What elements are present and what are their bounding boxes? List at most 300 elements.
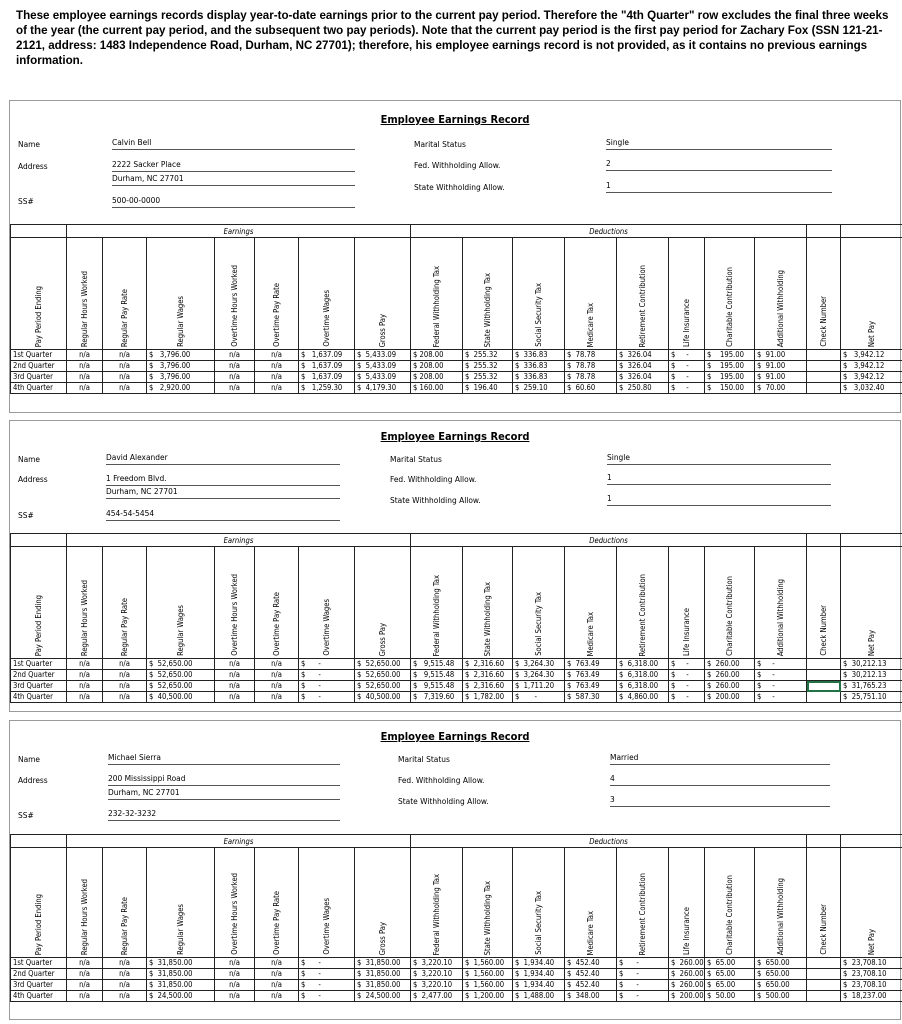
cell-gross-pay[interactable]: $ 40,500.00 bbox=[355, 692, 411, 703]
cell-regular-pay-rate[interactable]: n/a bbox=[103, 350, 147, 361]
col-header-regular-pay-rate bbox=[103, 238, 147, 350]
cell-overtime-wages[interactable]: $ 1,637.09 bbox=[299, 361, 355, 372]
col-header-label: Regular Hours Worked bbox=[80, 579, 89, 656]
cell-life-insurance[interactable]: $ 260.00 bbox=[669, 980, 705, 991]
intro-paragraph: These employee earnings records display year-to-date earnings prior to the current pay period. Therefore the "4th Quarter" row excludes the final three weeks of the year (the current pay period, and the subsequent two pay periods). Note that the current pay period is the first pay period for Zachary Fox (SSN 121-21-2121, address: 1483 Independence Road, Durham, NC 27701); therefore, his employee earnings record is not provided, as it contains no previous earnings information. bbox=[16, 9, 889, 67]
cell-net-pay[interactable]: $ 23,708.10 bbox=[841, 980, 902, 991]
cell-charitable-contribution[interactable]: $ 65.00 bbox=[705, 980, 755, 991]
cell-regular-hours-worked[interactable]: n/a bbox=[67, 361, 103, 372]
table-row bbox=[11, 361, 902, 372]
cell-life-insurance[interactable]: $ 200.00 bbox=[669, 991, 705, 1002]
cell-medicare-tax[interactable]: $ 587.30 bbox=[565, 692, 617, 703]
col-header-label: Overtime Pay Rate bbox=[272, 592, 281, 656]
cell-additional-withholding[interactable]: $ 91.00 bbox=[755, 350, 807, 361]
cell-check-number[interactable] bbox=[807, 991, 841, 1002]
cell-overtime-hours-worked[interactable]: n/a bbox=[215, 980, 255, 991]
col-header-state-withholding-tax bbox=[463, 848, 513, 958]
col-header-medicare-tax bbox=[565, 547, 617, 659]
cell-retirement-contribution[interactable]: $ - bbox=[617, 980, 669, 991]
cell-overtime-wages[interactable]: $ 1,259.30 bbox=[299, 383, 355, 394]
cell-federal-withholding-tax[interactable]: $ 9,515.48 bbox=[411, 659, 463, 670]
cell-overtime-wages[interactable]: $ - bbox=[299, 958, 355, 969]
cell-overtime-wages[interactable]: $ - bbox=[299, 991, 355, 1002]
state-withholding-value: 1 bbox=[607, 493, 831, 506]
header-spacer bbox=[841, 835, 902, 848]
cell-state-withholding-tax[interactable]: $ 1,200.00 bbox=[463, 991, 513, 1002]
cell-life-insurance[interactable]: $ - bbox=[669, 670, 705, 681]
cell-overtime-hours-worked[interactable]: n/a bbox=[215, 372, 255, 383]
cell-federal-withholding-tax[interactable]: $ 2,477.00 bbox=[411, 991, 463, 1002]
col-header-charitable-contribution bbox=[705, 547, 755, 659]
cell-medicare-tax[interactable]: $ 78.78 bbox=[565, 350, 617, 361]
cell-federal-withholding-tax[interactable]: $ 3,220.10 bbox=[411, 980, 463, 991]
cell-state-withholding-tax[interactable]: $ 255.32 bbox=[463, 350, 513, 361]
cell-overtime-hours-worked[interactable]: n/a bbox=[215, 991, 255, 1002]
cell-regular-pay-rate[interactable]: n/a bbox=[103, 670, 147, 681]
cell-retirement-contribution[interactable]: $ 6,318.00 bbox=[617, 681, 669, 692]
cell-regular-hours-worked[interactable]: n/a bbox=[67, 350, 103, 361]
cell-regular-wages[interactable]: $ 31,850.00 bbox=[147, 969, 215, 980]
cell-gross-pay[interactable]: $ 24,500.00 bbox=[355, 991, 411, 1002]
cell-social-security-tax[interactable]: $ 336.83 bbox=[513, 372, 565, 383]
cell-additional-withholding[interactable]: $ 650.00 bbox=[755, 958, 807, 969]
cell-overtime-pay-rate[interactable]: n/a bbox=[255, 670, 299, 681]
cell-state-withholding-tax[interactable]: $ 1,560.00 bbox=[463, 980, 513, 991]
cell-overtime-pay-rate[interactable]: n/a bbox=[255, 361, 299, 372]
cell-pay-period-ending[interactable]: 2nd Quarter bbox=[11, 670, 67, 681]
cell-net-pay[interactable]: $ 3,032.40 bbox=[841, 383, 902, 394]
cell-state-withholding-tax[interactable]: $ 1,560.00 bbox=[463, 958, 513, 969]
col-header-overtime-wages bbox=[299, 547, 355, 659]
cell-social-security-tax[interactable]: $ 1,488.00 bbox=[513, 991, 565, 1002]
cell-social-security-tax[interactable]: $ 1,711.20 bbox=[513, 681, 565, 692]
cell-regular-wages[interactable]: $ 3,796.00 bbox=[147, 350, 215, 361]
cell-regular-pay-rate[interactable]: n/a bbox=[103, 969, 147, 980]
col-header-label: Additional Withholding bbox=[776, 269, 786, 347]
cell-medicare-tax[interactable]: $ 78.78 bbox=[565, 372, 617, 383]
cell-check-number[interactable] bbox=[807, 372, 841, 383]
col-header-label: Regular Wages bbox=[176, 296, 185, 347]
cell-overtime-hours-worked[interactable]: n/a bbox=[215, 659, 255, 670]
cell-additional-withholding[interactable]: $ 70.00 bbox=[755, 383, 807, 394]
cell-federal-withholding-tax[interactable]: $ 160.00 bbox=[411, 383, 463, 394]
cell-pay-period-ending[interactable]: 3rd Quarter bbox=[11, 372, 67, 383]
cell-regular-wages[interactable]: $ 24,500.00 bbox=[147, 991, 215, 1002]
cell-overtime-pay-rate[interactable]: n/a bbox=[255, 659, 299, 670]
cell-gross-pay[interactable]: $ 5,433.09 bbox=[355, 361, 411, 372]
col-header-charitable-contribution bbox=[705, 238, 755, 350]
col-header-label: Federal Withholding Tax bbox=[432, 873, 441, 955]
cell-check-number[interactable] bbox=[807, 969, 841, 980]
cell-federal-withholding-tax[interactable]: $ 7,319.60 bbox=[411, 692, 463, 703]
cell-retirement-contribution[interactable]: $ 6,318.00 bbox=[617, 659, 669, 670]
cell-regular-hours-worked[interactable]: n/a bbox=[67, 659, 103, 670]
cell-gross-pay[interactable]: $ 52,650.00 bbox=[355, 659, 411, 670]
cell-additional-withholding[interactable]: $ 650.00 bbox=[755, 980, 807, 991]
header-spacer bbox=[807, 835, 841, 848]
cell-regular-pay-rate[interactable]: n/a bbox=[103, 372, 147, 383]
cell-regular-hours-worked[interactable]: n/a bbox=[67, 980, 103, 991]
cell-social-security-tax[interactable]: $ 336.83 bbox=[513, 361, 565, 372]
cell-life-insurance[interactable]: $ - bbox=[669, 383, 705, 394]
cell-net-pay[interactable]: $ 23,708.10 bbox=[841, 958, 902, 969]
cell-overtime-hours-worked[interactable]: n/a bbox=[215, 969, 255, 980]
cell-pay-period-ending[interactable]: 4th Quarter bbox=[11, 383, 67, 394]
cell-regular-wages[interactable]: $ 52,650.00 bbox=[147, 659, 215, 670]
cell-regular-wages[interactable]: $ 31,850.00 bbox=[147, 958, 215, 969]
cell-social-security-tax[interactable]: $ 3,264.30 bbox=[513, 659, 565, 670]
cell-overtime-wages[interactable]: $ - bbox=[299, 692, 355, 703]
cell-overtime-pay-rate[interactable]: n/a bbox=[255, 350, 299, 361]
cell-social-security-tax[interactable]: $ 1,934.40 bbox=[513, 969, 565, 980]
cell-social-security-tax[interactable]: $ 3,264.30 bbox=[513, 670, 565, 681]
cell-federal-withholding-tax[interactable]: $ 208.00 bbox=[411, 372, 463, 383]
cell-regular-hours-worked[interactable]: n/a bbox=[67, 681, 103, 692]
cell-state-withholding-tax[interactable]: $ 255.32 bbox=[463, 372, 513, 383]
cell-overtime-pay-rate[interactable]: n/a bbox=[255, 383, 299, 394]
cell-additional-withholding[interactable]: $ 500.00 bbox=[755, 991, 807, 1002]
employee-name: Calvin Bell bbox=[112, 137, 355, 150]
deductions-group-header: Deductions bbox=[411, 534, 807, 547]
col-header-additional-withholding bbox=[755, 238, 807, 350]
cell-retirement-contribution[interactable]: $ 4,860.00 bbox=[617, 692, 669, 703]
col-header-life-insurance bbox=[669, 547, 705, 659]
cell-gross-pay[interactable]: $ 52,650.00 bbox=[355, 681, 411, 692]
cell-gross-pay[interactable]: $ 5,433.09 bbox=[355, 350, 411, 361]
cell-regular-wages[interactable]: $ 52,650.00 bbox=[147, 670, 215, 681]
col-header-retirement-contribution bbox=[617, 848, 669, 958]
cell-retirement-contribution[interactable]: $ 326.04 bbox=[617, 372, 669, 383]
cell-regular-hours-worked[interactable]: n/a bbox=[67, 991, 103, 1002]
cell-medicare-tax[interactable]: $ 452.40 bbox=[565, 969, 617, 980]
table-row bbox=[11, 659, 902, 670]
cell-charitable-contribution[interactable]: $ 200.00 bbox=[705, 692, 755, 703]
marital-status-label: Marital Status bbox=[398, 754, 450, 764]
cell-overtime-pay-rate[interactable]: n/a bbox=[255, 980, 299, 991]
cell-regular-hours-worked[interactable]: n/a bbox=[67, 670, 103, 681]
cell-medicare-tax[interactable]: $ 60.60 bbox=[565, 383, 617, 394]
cell-retirement-contribution[interactable]: $ 6,318.00 bbox=[617, 670, 669, 681]
cell-gross-pay[interactable]: $ 52,650.00 bbox=[355, 670, 411, 681]
cell-pay-period-ending[interactable]: 3rd Quarter bbox=[11, 681, 67, 692]
col-header-label: Charitable Contribution bbox=[725, 576, 734, 656]
col-header-overtime-pay-rate bbox=[255, 547, 299, 659]
cell-gross-pay[interactable]: $ 31,850.00 bbox=[355, 980, 411, 991]
cell-life-insurance[interactable]: $ - bbox=[669, 372, 705, 383]
cell-regular-pay-rate[interactable]: n/a bbox=[103, 659, 147, 670]
cell-net-pay[interactable]: $ 25,751.10 bbox=[841, 692, 902, 703]
cell-retirement-contribution[interactable]: $ 326.04 bbox=[617, 361, 669, 372]
state-withholding-label: State Withholding Allow. bbox=[390, 495, 481, 505]
col-header-label: Overtime Wages bbox=[322, 599, 331, 656]
cell-gross-pay[interactable]: $ 31,850.00 bbox=[355, 969, 411, 980]
cell-regular-wages[interactable]: $ 40,500.00 bbox=[147, 692, 215, 703]
cell-overtime-wages[interactable]: $ 1,637.09 bbox=[299, 350, 355, 361]
cell-overtime-wages[interactable]: $ - bbox=[299, 980, 355, 991]
address-label: Address bbox=[18, 161, 48, 171]
cell-pay-period-ending[interactable]: 1st Quarter bbox=[11, 350, 67, 361]
cell-charitable-contribution[interactable]: $ 260.00 bbox=[705, 670, 755, 681]
cell-overtime-wages[interactable]: $ - bbox=[299, 681, 355, 692]
cell-regular-wages[interactable]: $ 52,650.00 bbox=[147, 681, 215, 692]
cell-charitable-contribution[interactable]: $ 150.00 bbox=[705, 383, 755, 394]
cell-overtime-hours-worked[interactable]: n/a bbox=[215, 350, 255, 361]
col-header-label: Regular Wages bbox=[176, 605, 185, 656]
cell-additional-withholding[interactable]: $ - bbox=[755, 692, 807, 703]
cell-federal-withholding-tax[interactable]: $ 9,515.48 bbox=[411, 681, 463, 692]
cell-pay-period-ending[interactable]: 1st Quarter bbox=[11, 659, 67, 670]
cell-gross-pay[interactable]: $ 5,433.09 bbox=[355, 372, 411, 383]
col-header-label: Regular Pay Rate bbox=[120, 896, 129, 955]
cell-social-security-tax[interactable]: $ 1,934.40 bbox=[513, 958, 565, 969]
cell-regular-pay-rate[interactable]: n/a bbox=[103, 383, 147, 394]
cell-charitable-contribution[interactable]: $ 195.00 bbox=[705, 361, 755, 372]
cell-overtime-wages[interactable]: $ - bbox=[299, 969, 355, 980]
cell-pay-period-ending[interactable]: 4th Quarter bbox=[11, 991, 67, 1002]
cell-overtime-hours-worked[interactable]: n/a bbox=[215, 692, 255, 703]
cell-charitable-contribution[interactable]: $ 65.00 bbox=[705, 969, 755, 980]
cell-regular-wages[interactable]: $ 3,796.00 bbox=[147, 361, 215, 372]
cell-regular-hours-worked[interactable]: n/a bbox=[67, 958, 103, 969]
col-header-label: Gross Pay bbox=[378, 622, 387, 656]
col-header-gross-pay bbox=[355, 848, 411, 958]
cell-state-withholding-tax[interactable]: $ 1,782.00 bbox=[463, 692, 513, 703]
earnings-record bbox=[9, 420, 901, 712]
cell-overtime-pay-rate[interactable]: n/a bbox=[255, 681, 299, 692]
cell-check-number[interactable] bbox=[807, 692, 841, 703]
table-row bbox=[11, 670, 902, 681]
cell-life-insurance[interactable]: $ - bbox=[669, 350, 705, 361]
cell-overtime-hours-worked[interactable]: n/a bbox=[215, 361, 255, 372]
col-header-label: Charitable Contribution bbox=[725, 267, 734, 347]
cell-federal-withholding-tax[interactable]: $ 208.00 bbox=[411, 361, 463, 372]
col-header-label: Life Insurance bbox=[682, 907, 691, 955]
col-header-label: Net Pay bbox=[867, 320, 877, 347]
cell-regular-hours-worked[interactable]: n/a bbox=[67, 372, 103, 383]
cell-federal-withholding-tax[interactable]: $ 9,515.48 bbox=[411, 670, 463, 681]
cell-pay-period-ending[interactable]: 3rd Quarter bbox=[11, 980, 67, 991]
cell-medicare-tax[interactable]: $ 452.40 bbox=[565, 980, 617, 991]
cell-additional-withholding[interactable]: $ - bbox=[755, 670, 807, 681]
cell-social-security-tax[interactable]: $ 1,934.40 bbox=[513, 980, 565, 991]
cell-check-number[interactable] bbox=[807, 681, 841, 692]
col-header-overtime-pay-rate bbox=[255, 238, 299, 350]
cell-federal-withholding-tax[interactable]: $ 208.00 bbox=[411, 350, 463, 361]
cell-additional-withholding[interactable]: $ - bbox=[755, 681, 807, 692]
cell-retirement-contribution[interactable]: $ - bbox=[617, 958, 669, 969]
col-header-retirement-contribution bbox=[617, 547, 669, 659]
cell-net-pay[interactable]: $ 3,942.12 bbox=[841, 372, 902, 383]
cell-additional-withholding[interactable]: $ - bbox=[755, 659, 807, 670]
cell-check-number[interactable] bbox=[807, 659, 841, 670]
col-header-label: Gross Pay bbox=[378, 921, 387, 955]
cell-overtime-pay-rate[interactable]: n/a bbox=[255, 692, 299, 703]
cell-retirement-contribution[interactable]: $ - bbox=[617, 969, 669, 980]
cell-charitable-contribution[interactable]: $ 195.00 bbox=[705, 350, 755, 361]
cell-gross-pay[interactable]: $ 31,850.00 bbox=[355, 958, 411, 969]
cell-charitable-contribution[interactable]: $ 260.00 bbox=[705, 659, 755, 670]
cell-check-number[interactable] bbox=[807, 350, 841, 361]
cell-net-pay[interactable]: $ 3,942.12 bbox=[841, 361, 902, 372]
ssn-label: SS# bbox=[18, 810, 34, 820]
header-spacer bbox=[807, 225, 841, 238]
cell-overtime-pay-rate[interactable]: n/a bbox=[255, 958, 299, 969]
col-header-check-number bbox=[807, 848, 841, 958]
col-header-label: State Withholding Tax bbox=[483, 880, 492, 955]
col-header-gross-pay bbox=[355, 238, 411, 350]
cell-regular-pay-rate[interactable]: n/a bbox=[103, 681, 147, 692]
col-header-label: Federal Withholding Tax bbox=[432, 265, 441, 347]
cell-overtime-pay-rate[interactable]: n/a bbox=[255, 372, 299, 383]
cell-overtime-hours-worked[interactable]: n/a bbox=[215, 958, 255, 969]
col-header-label: Overtime Hours Worked bbox=[230, 574, 239, 656]
cell-net-pay[interactable]: $ 3,942.12 bbox=[841, 350, 902, 361]
col-header-label: Social Security Tax bbox=[534, 592, 543, 656]
cell-regular-pay-rate[interactable]: n/a bbox=[103, 980, 147, 991]
col-header-label: Check Number bbox=[819, 605, 829, 656]
cell-charitable-contribution[interactable]: $ 260.00 bbox=[705, 681, 755, 692]
cell-state-withholding-tax[interactable]: $ 2,316.60 bbox=[463, 681, 513, 692]
cell-overtime-hours-worked[interactable]: n/a bbox=[215, 681, 255, 692]
table-row bbox=[11, 681, 902, 692]
cell-life-insurance[interactable]: $ 260.00 bbox=[669, 969, 705, 980]
cell-life-insurance[interactable]: $ 260.00 bbox=[669, 958, 705, 969]
name-label: Name bbox=[18, 454, 41, 464]
col-header-label: State Withholding Tax bbox=[483, 581, 492, 656]
cell-net-pay[interactable]: $ 23,708.10 bbox=[841, 969, 902, 980]
cell-regular-wages[interactable]: $ 31,850.00 bbox=[147, 980, 215, 991]
cell-federal-withholding-tax[interactable]: $ 3,220.10 bbox=[411, 958, 463, 969]
cell-medicare-tax[interactable]: $ 763.49 bbox=[565, 659, 617, 670]
cell-overtime-pay-rate[interactable]: n/a bbox=[255, 969, 299, 980]
col-header-overtime-wages bbox=[299, 238, 355, 350]
cell-regular-hours-worked[interactable]: n/a bbox=[67, 969, 103, 980]
cell-check-number[interactable] bbox=[807, 958, 841, 969]
cell-medicare-tax[interactable]: $ 348.00 bbox=[565, 991, 617, 1002]
address-line-1: 1 Freedom Blvd. bbox=[106, 473, 340, 486]
col-header-check-number bbox=[807, 547, 841, 659]
col-header-additional-withholding bbox=[755, 848, 807, 958]
cell-regular-pay-rate[interactable]: n/a bbox=[103, 991, 147, 1002]
table-row bbox=[11, 991, 902, 1002]
col-header-social-security-tax bbox=[513, 547, 565, 659]
cell-overtime-pay-rate[interactable]: n/a bbox=[255, 991, 299, 1002]
col-header-label: Social Security Tax bbox=[534, 891, 543, 955]
cell-state-withholding-tax[interactable]: $ 255.32 bbox=[463, 361, 513, 372]
cell-state-withholding-tax[interactable]: $ 2,316.60 bbox=[463, 670, 513, 681]
col-header-label: Overtime Wages bbox=[322, 898, 331, 955]
table-row bbox=[11, 372, 902, 383]
col-header-overtime-wages bbox=[299, 848, 355, 958]
state-withholding-value: 3 bbox=[610, 794, 830, 807]
col-header-overtime-pay-rate bbox=[255, 848, 299, 958]
cell-overtime-wages[interactable]: $ - bbox=[299, 670, 355, 681]
deductions-group-header: Deductions bbox=[411, 225, 807, 238]
cell-retirement-contribution[interactable]: $ 250.80 bbox=[617, 383, 669, 394]
cell-federal-withholding-tax[interactable]: $ 3,220.10 bbox=[411, 969, 463, 980]
cell-medicare-tax[interactable]: $ 763.49 bbox=[565, 681, 617, 692]
cell-state-withholding-tax[interactable]: $ 2,316.60 bbox=[463, 659, 513, 670]
cell-medicare-tax[interactable]: $ 452.40 bbox=[565, 958, 617, 969]
address-line-2: Durham, NC 27701 bbox=[106, 486, 340, 499]
cell-regular-pay-rate[interactable]: n/a bbox=[103, 958, 147, 969]
col-header-label: Overtime Hours Worked bbox=[230, 873, 239, 955]
cell-net-pay[interactable]: $ 30,212.13 bbox=[841, 670, 902, 681]
cell-regular-hours-worked[interactable]: n/a bbox=[67, 692, 103, 703]
cell-state-withholding-tax[interactable]: $ 196.40 bbox=[463, 383, 513, 394]
cell-check-number[interactable] bbox=[807, 980, 841, 991]
cell-charitable-contribution[interactable]: $ 65.00 bbox=[705, 958, 755, 969]
col-header-label: Overtime Wages bbox=[322, 290, 331, 347]
cell-life-insurance[interactable]: $ - bbox=[669, 361, 705, 372]
earnings-record bbox=[9, 720, 901, 1020]
col-header-label: Check Number bbox=[819, 296, 829, 347]
col-header-social-security-tax bbox=[513, 848, 565, 958]
cell-pay-period-ending[interactable]: 2nd Quarter bbox=[11, 361, 67, 372]
cell-overtime-wages[interactable]: $ 1,637.09 bbox=[299, 372, 355, 383]
cell-net-pay[interactable]: $ 31,765.23 bbox=[841, 681, 902, 692]
cell-check-number[interactable] bbox=[807, 670, 841, 681]
col-header-label: Pay Period Ending bbox=[34, 285, 43, 347]
cell-additional-withholding[interactable]: $ 650.00 bbox=[755, 969, 807, 980]
cell-medicare-tax[interactable]: $ 78.78 bbox=[565, 361, 617, 372]
cell-net-pay[interactable]: $ 30,212.13 bbox=[841, 659, 902, 670]
col-header-label: Additional Withholding bbox=[776, 578, 786, 656]
cell-life-insurance[interactable]: $ - bbox=[669, 681, 705, 692]
cell-regular-pay-rate[interactable]: n/a bbox=[103, 361, 147, 372]
cell-check-number[interactable] bbox=[807, 361, 841, 372]
cell-regular-wages[interactable]: $ 3,796.00 bbox=[147, 372, 215, 383]
name-label: Name bbox=[18, 754, 41, 764]
cell-life-insurance[interactable]: $ - bbox=[669, 659, 705, 670]
cell-additional-withholding[interactable]: $ 91.00 bbox=[755, 361, 807, 372]
cell-regular-wages[interactable]: $ 2,920.00 bbox=[147, 383, 215, 394]
cell-social-security-tax[interactable]: $ 336.83 bbox=[513, 350, 565, 361]
cell-pay-period-ending[interactable]: 1st Quarter bbox=[11, 958, 67, 969]
cell-charitable-contribution[interactable]: $ 195.00 bbox=[705, 372, 755, 383]
col-header-net-pay bbox=[841, 547, 902, 659]
cell-charitable-contribution[interactable]: $ 50.00 bbox=[705, 991, 755, 1002]
table-row bbox=[11, 958, 902, 969]
cell-regular-pay-rate[interactable]: n/a bbox=[103, 692, 147, 703]
col-header-net-pay bbox=[841, 848, 902, 958]
cell-retirement-contribution[interactable]: $ - bbox=[617, 991, 669, 1002]
cell-net-pay[interactable]: $ 18,237.00 bbox=[841, 991, 902, 1002]
cell-pay-period-ending[interactable]: 4th Quarter bbox=[11, 692, 67, 703]
col-header-label: State Withholding Tax bbox=[483, 272, 492, 347]
col-header-pay-period-ending bbox=[11, 547, 67, 659]
cell-overtime-hours-worked[interactable]: n/a bbox=[215, 670, 255, 681]
cell-overtime-hours-worked[interactable]: n/a bbox=[215, 383, 255, 394]
cell-social-security-tax[interactable]: $ - bbox=[513, 692, 565, 703]
col-header-federal-withholding-tax bbox=[411, 848, 463, 958]
cell-overtime-wages[interactable]: $ - bbox=[299, 659, 355, 670]
cell-social-security-tax[interactable]: $ 259.10 bbox=[513, 383, 565, 394]
employee-name: David Alexander bbox=[106, 452, 340, 465]
cell-gross-pay[interactable]: $ 4,179.30 bbox=[355, 383, 411, 394]
cell-medicare-tax[interactable]: $ 763.49 bbox=[565, 670, 617, 681]
col-header-gross-pay bbox=[355, 547, 411, 659]
col-header-label: Retirement Contribution bbox=[638, 872, 647, 955]
cell-regular-hours-worked[interactable]: n/a bbox=[67, 383, 103, 394]
address-label: Address bbox=[18, 775, 48, 785]
cell-life-insurance[interactable]: $ - bbox=[669, 692, 705, 703]
cell-retirement-contribution[interactable]: $ 326.04 bbox=[617, 350, 669, 361]
cell-state-withholding-tax[interactable]: $ 1,560.00 bbox=[463, 969, 513, 980]
cell-check-number[interactable] bbox=[807, 383, 841, 394]
cell-additional-withholding[interactable]: $ 91.00 bbox=[755, 372, 807, 383]
cell-pay-period-ending[interactable]: 2nd Quarter bbox=[11, 969, 67, 980]
